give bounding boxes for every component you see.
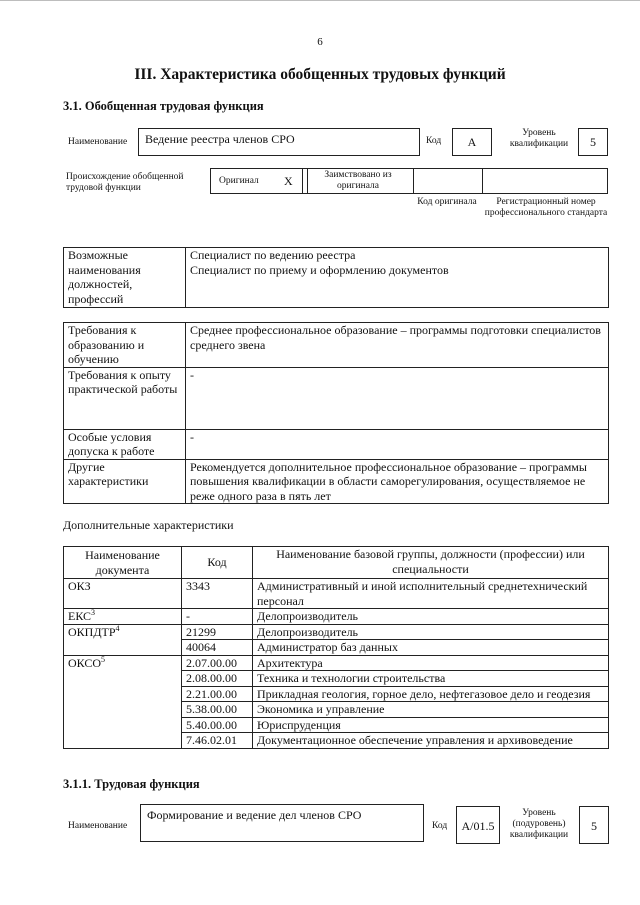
requirements-table [63, 322, 609, 504]
name-cell: Делопроизводитель [253, 624, 609, 640]
req-education-value: Среднее профессиональное образование – программы подготовки специалистов среднего звена [186, 323, 609, 368]
gf-code-value: А [452, 128, 492, 156]
page-number: 6 [317, 36, 323, 48]
req-other-label: Другие характеристики [64, 459, 186, 504]
gf-name-label: Наименование [68, 137, 128, 147]
req-experience-value: - [186, 367, 609, 429]
position-item: Специалист по приему и оформлению документов [190, 262, 449, 277]
doc-cell: ОКЗ [64, 579, 182, 609]
col-name-header: Наименование базовой группы, должности (профессии) или специальности [253, 547, 609, 579]
origin-original-mark: X [284, 174, 293, 188]
footnote-mark: 5 [101, 654, 106, 664]
origin-label: Происхождение обобщенной трудовой функции [66, 172, 184, 193]
name-cell: Администратор баз данных [253, 640, 609, 656]
doc-cell: ОКПДТР$^4$ [64, 624, 182, 655]
code-cell: 2.08.00.00 [182, 671, 253, 687]
code-cell: 40064 [182, 640, 253, 656]
origin-original-label: Оригинал [219, 176, 259, 186]
origin-reg-number-label: Регистрационный номер профессионального стандарта [484, 197, 608, 218]
footnote-mark: 3 [91, 608, 96, 617]
lf-name-label: Наименование [68, 821, 128, 831]
col-doc-header: Наименование документа [64, 547, 182, 579]
lf-name-value: Формирование и ведение дел членов СРО [140, 804, 424, 842]
positions-table [63, 247, 609, 308]
origin-reg-cell [482, 168, 608, 194]
position-item: Специалист по ведению реестра [190, 248, 356, 262]
req-other-value: Рекомендуется дополнительное профессиональное образование – программы повышения квалификации в области саморегулирования, осуществляемое не реже одного раза в пять лет [186, 459, 609, 504]
code-cell: 5.40.00.00 [182, 717, 253, 733]
name-cell: Юриспруденция [253, 717, 609, 733]
doc-cell: ЕКС$^3$ [64, 609, 182, 625]
name-cell: Документационное обеспечение управления и архивоведение [253, 733, 609, 749]
req-education-label: Требования к образованию и обучению [64, 323, 186, 368]
name-cell: Техника и технологии строительства [253, 671, 609, 687]
name-cell: Архитектура [253, 655, 609, 671]
code-cell: 2.07.00.00 [182, 655, 253, 671]
additional-heading: Дополнительные характеристики [63, 518, 234, 532]
name-cell: Делопроизводитель [253, 609, 609, 625]
section-title: III. Характеристика обобщенных трудовых функций [134, 66, 506, 83]
positions-label: Возможные наименования должностей, профессий [64, 248, 186, 308]
code-cell: 5.38.00.00 [182, 702, 253, 718]
code-cell: - [182, 609, 253, 625]
req-experience-label: Требования к опыту практической работы [64, 367, 186, 429]
lf-code-value: А/01.5 [456, 806, 500, 844]
doc-cell: ОКСО$^5$ [64, 655, 182, 748]
origin-code-cell [413, 168, 483, 194]
code-cell: 7.46.02.01 [182, 733, 253, 749]
gf-name-value: Ведение реестра членов СРО [138, 128, 420, 156]
lf-code-label: Код [432, 821, 448, 831]
col-code-header: Код [182, 547, 253, 579]
additional-table [63, 546, 609, 749]
gf-level-label: Уровень квалификации [509, 128, 569, 149]
footnote-mark: 4 [115, 623, 120, 633]
table-row [64, 609, 609, 625]
code-cell: 21299 [182, 624, 253, 640]
code-cell: 3343 [182, 579, 253, 609]
table-row [64, 624, 609, 640]
origin-borrowed-label: Заимствовано из оригинала [324, 170, 392, 191]
top-rule [0, 0, 640, 1]
req-special-value: - [186, 429, 609, 459]
req-special-label: Особые условия допуска к работе [64, 429, 186, 459]
gf-level-value: 5 [578, 128, 608, 156]
table-row [64, 579, 609, 609]
labor-function-heading: 3.1.1. Трудовая функция [63, 777, 200, 791]
code-cell: 2.21.00.00 [182, 686, 253, 702]
lf-level-value: 5 [579, 806, 609, 844]
lf-level-label: Уровень (подуровень) квалификации [509, 808, 569, 840]
name-cell: Экономика и управление [253, 702, 609, 718]
generalized-function-heading: 3.1. Обобщенная трудовая функция [63, 99, 264, 113]
name-cell: Административный и иной исполнительный среднетехнический персонал [253, 579, 609, 609]
name-cell: Прикладная геология, горное дело, нефтегазовое дело и геодезия [253, 686, 609, 702]
table-row [64, 655, 609, 671]
gf-code-label: Код [426, 136, 442, 146]
origin-code-original-label: Код оригинала [417, 197, 477, 207]
